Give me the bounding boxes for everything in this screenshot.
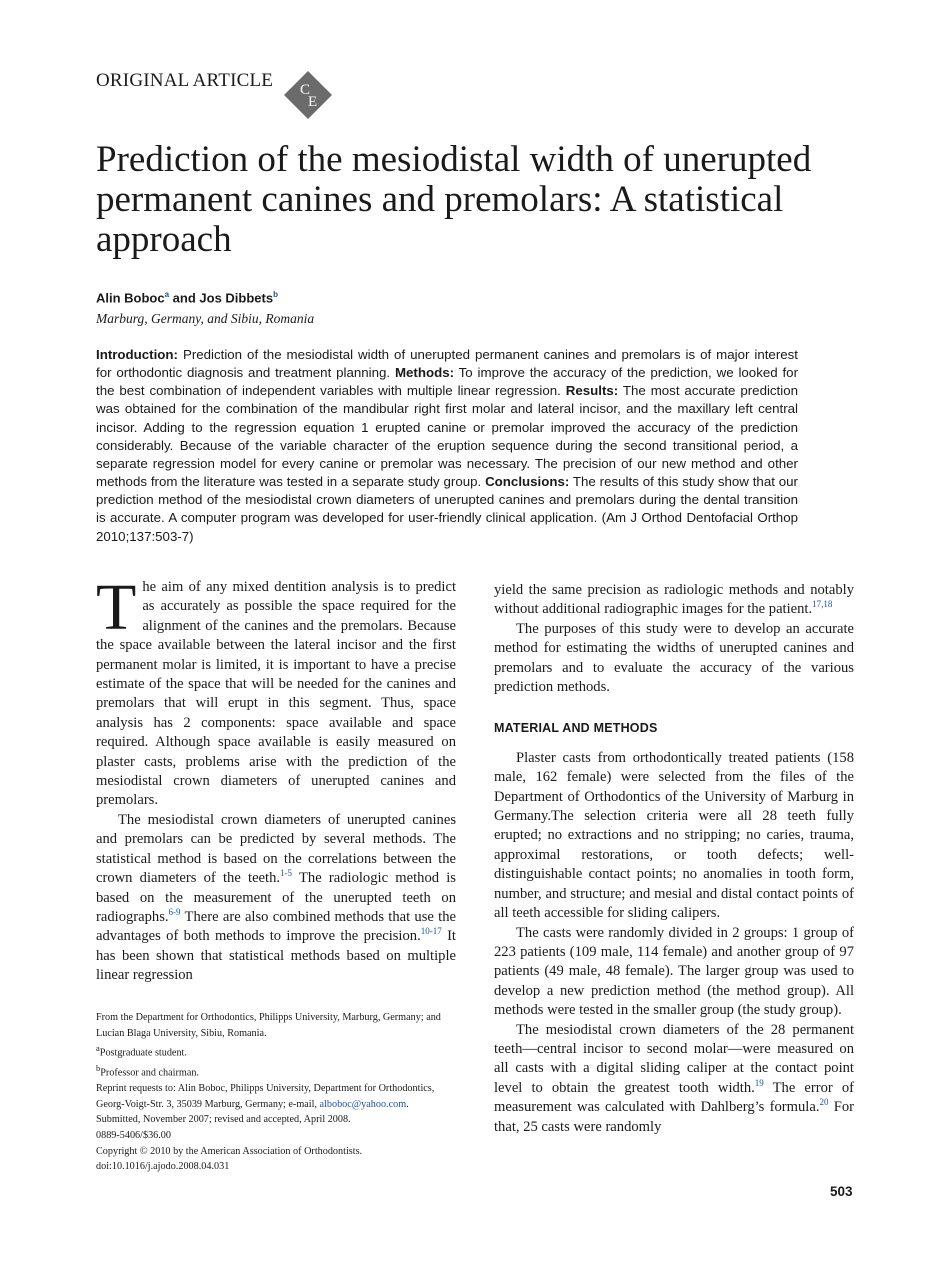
body-right-column — [494, 581, 854, 1137]
section-heading: MATERIAL AND METHODS — [494, 721, 658, 736]
author-affil-mark: a — [164, 290, 170, 299]
article-title: Prediction of the mesiodistal width of unerupted permanent canines and premolars: A statistical approach — [96, 139, 812, 260]
author-name: Alin Boboc — [96, 290, 165, 306]
citation-link[interactable]: 20 — [819, 1097, 829, 1108]
body-paragraph: The mesiodistal crown diameters of unerupted canines and premolars can be predicted by several methods. The statistical method is based on the correlations between the crown diameters of the teeth.$^{1-5}$ The radiologic method is based on the measurement of the unerupted teeth on radiographs.$^{6-9}$ There are also combined methods that use the advantages of both methods to improve the precision.$^{10-17}$ It has been shown that statistical methods based on multiple linear regression — [96, 811, 456, 984]
abstract-intro-label: Introduction: — [96, 347, 178, 362]
abstract-results-text: The most accurate prediction was obtained for the combination of the mandibular right first molar and lateral incisor, and the maxillary left central incisor. Adding to the regression equation 1 erupted canine or premolar improved the accuracy of the prediction considerably. Because of the variable character of the eruption sequence during the second transitional period, a separate regression model for every canine or premolar was necessary. The precision of our new method and other methods from the literature was tested in a separate study group. — [96, 383, 799, 490]
body-paragraph: yield the same precision as radiologic methods and notably without additional radiographic images for the patient.$^{17,18}$ — [494, 582, 854, 618]
body-left-column — [96, 571, 456, 986]
author-affil-mark: b — [273, 290, 278, 299]
citation-link[interactable]: 17,18 — [812, 599, 833, 610]
abstract-conclusions-text: The results of this study show that our prediction method of the mesiodistal crown diameters of unerupted canines and premolars during the dental transition is accurate. A computer program was developed for user-friendly clinical application. (Am J Orthod Dentofacial Orthop 2010;137:503-7) — [96, 474, 798, 544]
footnote-doi: doi:10.1016/j.ajodo.2008.04.031 — [96, 1161, 230, 1173]
citation-link[interactable]: 6-9 — [168, 906, 181, 917]
body-paragraph: Plaster casts from orthodontically treated patients (158 male, 162 female) were selected from the files of the Department of Orthodontics of the University of Marburg in Germany.The selection criteria were all 28 teeth fully erupted; no extractions and no stripping; no caries, trauma, approximal restorations, or tooth defects; well-distinguishable contact points; no anomalies in tooth form, number, and structure; and mesial and distal contact points of all teeth accessible for sliding calipers. — [494, 749, 854, 922]
footnote-issn: 0889-5406/$36.00 — [96, 1129, 171, 1141]
ce-badge-icon — [283, 70, 333, 120]
author-conjunction: and — [169, 290, 200, 306]
footnotes — [96, 1010, 458, 1175]
abstract-methods-label: Methods: — [394, 365, 455, 381]
abstract-methods-text: To improve the accuracy of the prediction, we looked for the best combination of independent variables with multiple linear regression. — [96, 365, 798, 399]
footnote-submitted: Submitted, November 2007; revised and accepted, April 2008. — [96, 1114, 351, 1126]
email-link[interactable]: alboboc@yahoo.com — [319, 1098, 407, 1110]
article-type-label: ORIGINAL ARTICLE — [96, 70, 274, 91]
citation-link[interactable]: 19 — [754, 1077, 764, 1088]
footnote-reprint: Reprint requests to: Alin Boboc, Philipps University, Department for Orthodontics, Georg-Voigt-Str. 3, 35039 Marburg, Germany; e-mail, alboboc@yahoo.com. — [96, 1083, 435, 1110]
body-paragraph: The mesiodistal crown diameters of the 28 permanent teeth—central incisor to second molar—were measured on all casts with a digital sliding caliper at the contact point level to obtain the greatest tooth width.$^{19}$ The error of measurement was calculated with Dahlberg’s formula.$^{20}$ For that, 25 casts were randomly — [494, 1021, 854, 1135]
footnote-b: $^b$Professor and chairman. — [96, 1063, 199, 1079]
author-line — [96, 290, 278, 305]
footnote-a: $^a$Postgraduate student. — [96, 1043, 187, 1059]
body-paragraph: The aim of any mixed dentition analysis is to predict as accurately as possible the space required for the alignment of the canines and the premolars. Because the space available between the lateral incisor and the first permanent molar is limited, it is important to have a precise estimate of the space that will be needed for the canines and premolars that will erupt in this segment. Thus, space analysis has 2 components: space available and space required. Although space available is easily measured on plaster casts, problems arise with the prediction of the mesiodistal crown diameters of unerupted canines and premolars. — [96, 571, 456, 809]
drop-cap: T — [96, 571, 137, 644]
footnote-department: From the Department for Orthodontics, Philipps University, Marburg, Germany; and Lucian Blaga University, Sibiu, Romania. — [96, 1012, 441, 1039]
citation-link[interactable]: 10-17 — [420, 926, 442, 937]
citation-link[interactable]: 1-5 — [280, 868, 293, 879]
abstract-conclusions-label: Conclusions: — [485, 474, 570, 490]
body-paragraph: The purposes of this study were to develop an accurate method for estimating the widths of unerupted canines and premolars and to evaluate the accuracy of the various prediction methods. — [494, 620, 854, 696]
abstract-results-label: Results: — [565, 383, 619, 399]
abstract — [96, 346, 798, 546]
author-name: Jos Dibbets — [199, 290, 274, 306]
body-paragraph: The casts were randomly divided in 2 groups: 1 group of 223 patients (109 male, 114 female) and another group of 97 patients (49 male, 48 female). The larger group was used to develop a new prediction method (the method group). All methods were tested in the smaller group (the study group). — [494, 924, 854, 1019]
abstract-intro-text: Prediction of the mesiodistal width of unerupted permanent canines and premolars is of major interest for orthodontic diagnosis and treatment planning. — [96, 347, 798, 381]
footnote-copyright: Copyright © 2010 by the American Association of Orthodontists. — [96, 1145, 363, 1157]
author-affiliation: Marburg, Germany, and Sibiu, Romania — [96, 311, 315, 326]
ce-badge-letter-c: C — [300, 82, 311, 98]
ce-badge-letter-e: E — [308, 94, 318, 110]
page-number: 503 — [830, 1184, 853, 1199]
